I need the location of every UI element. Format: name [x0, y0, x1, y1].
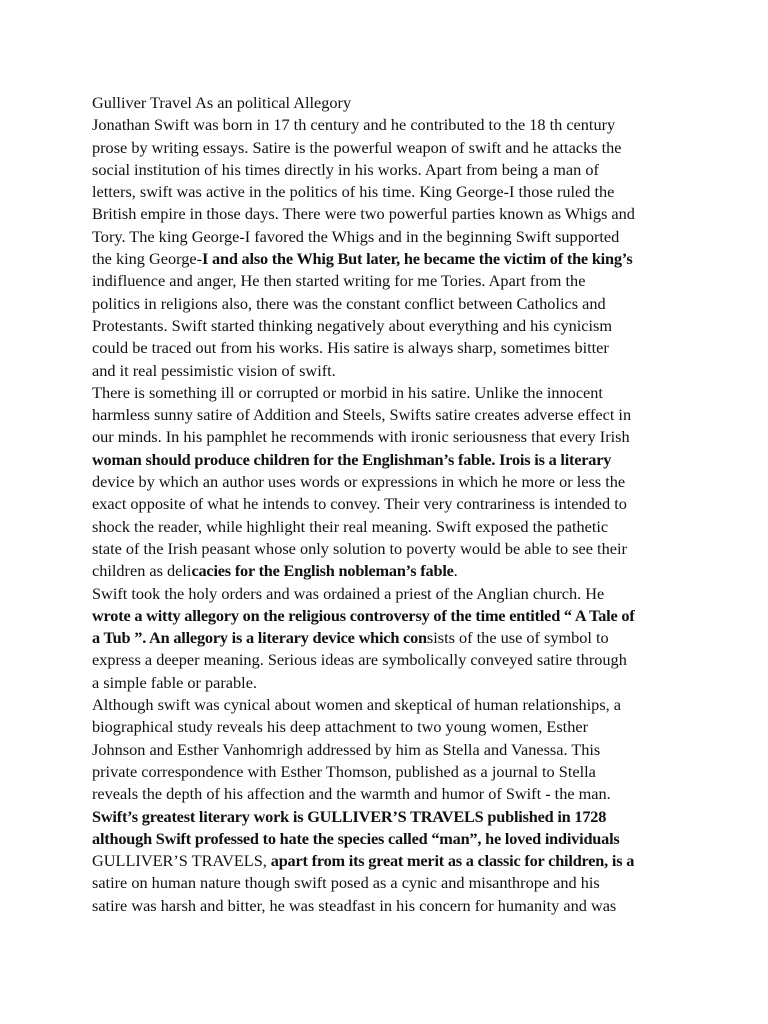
document-title [92, 92, 692, 114]
bold-text-run: woman should produce children for the Englishman’s fable. Irois is a literary [92, 449, 612, 469]
text-run: private correspondence with Esther Thomson, published as a journal to Stella [92, 761, 596, 781]
text-line [92, 181, 692, 203]
text-line [92, 293, 692, 315]
bold-text-run: wrote a witty allegory on the religious controversy of the time entitled “ A Tale of [92, 605, 635, 625]
text-line [92, 895, 692, 917]
text-run: and it real pessimistic vision of swift. [92, 360, 336, 380]
text-run: letters, swift was active in the politics of his time. King George-I those ruled the [92, 182, 615, 202]
text-run: shock the reader, while highlight their real meaning. Swift exposed the pathetic [92, 516, 609, 536]
text-line [92, 828, 692, 850]
text-run: Swift took the holy orders and was ordained a priest of the Anglian church. He [92, 583, 605, 603]
text-line [92, 538, 692, 560]
text-line [92, 315, 692, 337]
text-line [92, 203, 692, 225]
text-line [92, 672, 692, 694]
text-line [92, 137, 692, 159]
text-line [92, 404, 692, 426]
text-line [92, 226, 692, 248]
text-line [92, 516, 692, 538]
text-line [92, 783, 692, 805]
text-run: a simple fable or parable. [92, 672, 257, 692]
text-line [92, 114, 692, 136]
text-line [92, 605, 692, 627]
text-line [92, 761, 692, 783]
text-line [92, 716, 692, 738]
text-run: could be traced out from his works. His satire is always sharp, sometimes bitter [92, 338, 609, 358]
text-line [92, 493, 692, 515]
bold-text-run: apart from its great merit as a classic for children, is a [266, 851, 635, 871]
bold-text-run: cacies for the English nobleman’s fable [191, 561, 454, 581]
text-line [92, 270, 692, 292]
text-run: Although swift was cynical about women and skeptical of human relationships, a [92, 695, 622, 715]
text-line [92, 337, 692, 359]
text-run: indifluence and anger, He then started writing for me Tories. Apart from the [92, 271, 586, 291]
text-run: reveals the depth of his affection and the warmth and humor of Swift - the man. [92, 784, 611, 804]
bold-text-run: a Tub ”. An allegory is a literary device which con [92, 628, 427, 648]
text-run: state of the Irish peasant whose only solution to poverty would be able to see their [92, 538, 627, 558]
text-run: express a deeper meaning. Serious ideas are symbolically conveyed satire through [92, 650, 627, 670]
text-line [92, 583, 692, 605]
text-line [92, 159, 692, 181]
text-run: biographical study reveals his deep attachment to two young women, Esther [92, 717, 588, 737]
text-line [92, 627, 692, 649]
text-run: harmless sunny satire of Addition and Steels, Swifts satire creates adverse effect in [92, 405, 632, 425]
text-run: children as deli [92, 561, 192, 581]
text-run: There is something ill or corrupted or morbid in his satire. Unlike the innocent [92, 382, 603, 402]
document-body [92, 92, 692, 917]
bold-text-run: I and also the Whig But later, he became the victim of the king’s [202, 249, 633, 269]
text-line [92, 560, 692, 582]
text-line [92, 649, 692, 671]
text-line [92, 382, 692, 404]
text-run: satire on human nature though swift posed as a cynic and misanthrope and his [92, 873, 600, 893]
text-line [92, 872, 692, 894]
text-run: Johnson and Esther Vanhomrigh addressed by him as Stella and Vanessa. This [92, 739, 601, 759]
text-line [92, 850, 692, 872]
text-line [92, 360, 692, 382]
text-run: prose by writing essays. Satire is the powerful weapon of swift and he attacks the [92, 137, 622, 157]
text-run: politics in religions also, there was the constant conflict between Catholics and [92, 293, 606, 313]
bold-text-run: although Swift professed to hate the species called “man”, he loved individuals [92, 828, 620, 848]
text-run: Gulliver Travel As an political Allegory [92, 93, 352, 112]
text-run: device by which an author uses words or expressions in which he more or less the [92, 472, 626, 492]
text-line [92, 806, 692, 828]
text-run: satire was harsh and bitter, he was steadfast in his concern for humanity and was [92, 895, 617, 915]
text-run: GULLIVER’S TRAVELS, [92, 851, 267, 871]
text-run: British empire in those days. There were two powerful parties known as Whigs and [92, 204, 635, 224]
text-line [92, 449, 692, 471]
text-run: exact opposite of what he intends to convey. Their very contrariness is intended to [92, 494, 627, 514]
text-run: social institution of his times directly in his works. Apart from being a man of [92, 159, 599, 179]
text-line [92, 426, 692, 448]
text-run: . [453, 561, 458, 581]
text-line [92, 739, 692, 761]
text-run: Tory. The king George-I favored the Whigs and in the beginning Swift supported [92, 226, 620, 246]
text-run: sists of the use of symbol to [426, 628, 609, 648]
text-run: Jonathan Swift was born in 17 th century and he contributed to the 18 th century [92, 115, 616, 135]
bold-text-run: Swift’s greatest literary work is GULLIVER’S TRAVELS published in 1728 [92, 806, 607, 826]
text-run: our minds. In his pamphlet he recommends with ironic seriousness that every Irish [92, 427, 630, 447]
text-run: Protestants. Swift started thinking negatively about everything and his cynicism [92, 315, 613, 335]
text-line [92, 471, 692, 493]
text-line [92, 694, 692, 716]
text-run: the king George- [92, 249, 203, 269]
text-line [92, 248, 692, 270]
